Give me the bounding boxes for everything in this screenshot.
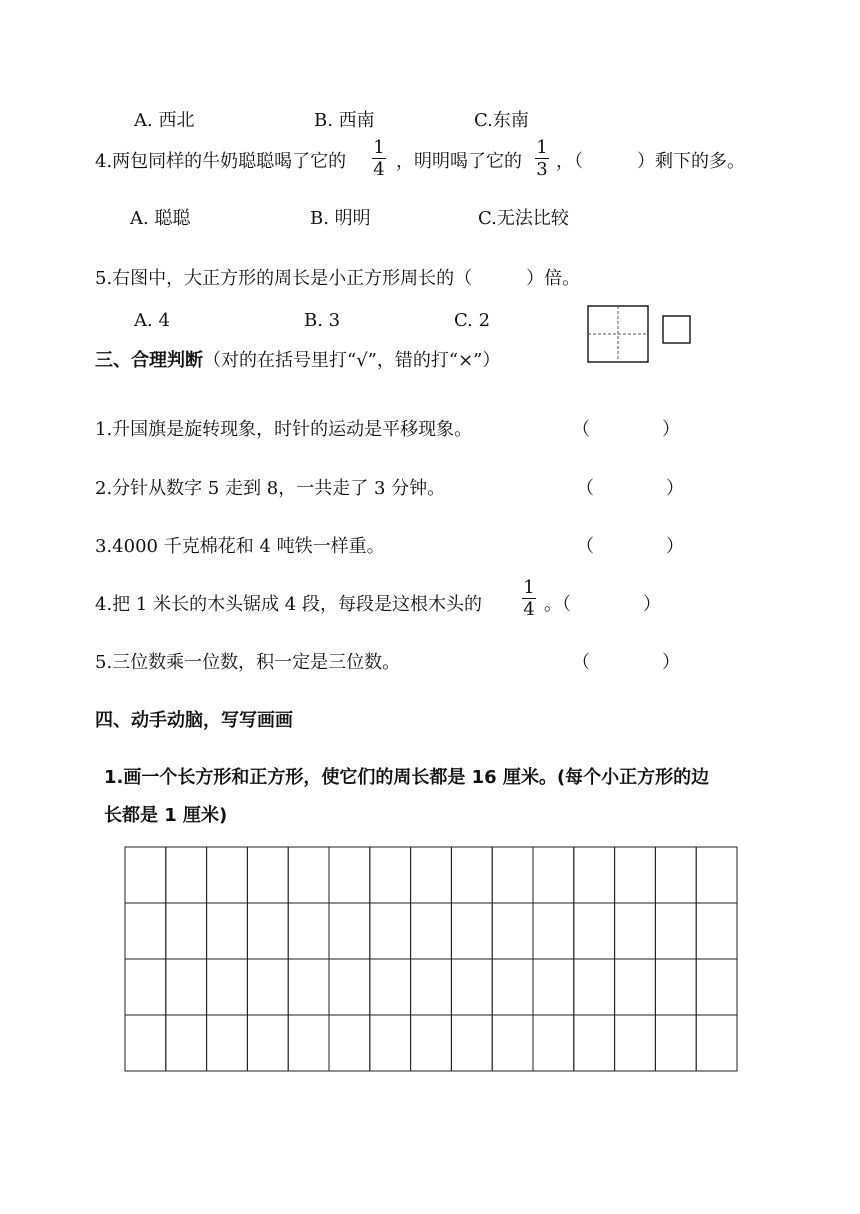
- judge-item-2: 2.分针从数字 5 走到 8，一共走了 3 分钟。: [95, 478, 446, 499]
- grid-cell[interactable]: [696, 959, 737, 1015]
- grid-cell[interactable]: [655, 903, 696, 959]
- grid-cell[interactable]: [492, 959, 533, 1015]
- grid-cell[interactable]: [533, 903, 574, 959]
- grid-cell[interactable]: [125, 847, 166, 903]
- grid-cell[interactable]: [288, 903, 329, 959]
- fraction-denominator: 4: [523, 599, 535, 620]
- grid-cell[interactable]: [166, 903, 207, 959]
- grid-cell[interactable]: [247, 903, 288, 959]
- fraction-numerator: 1: [536, 137, 548, 158]
- judge-item-3: 3.4000 千克棉花和 4 吨铁一样重。: [95, 536, 385, 557]
- grid-cell[interactable]: [329, 1015, 370, 1071]
- grid-cell[interactable]: [411, 847, 452, 903]
- section3-note: （对的在括号里打“√”，错的打“×”）: [203, 350, 501, 371]
- q5-option-a: A. 4: [134, 310, 170, 331]
- grid-cell[interactable]: [492, 847, 533, 903]
- grid-cell[interactable]: [411, 1015, 452, 1071]
- grid-cell[interactable]: [533, 1015, 574, 1071]
- grid-cell[interactable]: [125, 1015, 166, 1071]
- q4-fraction-2: [535, 138, 549, 181]
- grid-cell[interactable]: [166, 847, 207, 903]
- grid-cell[interactable]: [533, 959, 574, 1015]
- grid-cell[interactable]: [696, 903, 737, 959]
- grid-cell[interactable]: [615, 847, 656, 903]
- q3-option-a: A. 西北: [134, 110, 195, 131]
- section4-title: 四、动手动脑，写写画画: [95, 710, 293, 731]
- grid-cell[interactable]: [574, 847, 615, 903]
- q4-fraction-1: [372, 138, 386, 181]
- grid-cell[interactable]: [125, 903, 166, 959]
- judge-item-3-paren: （ ）: [576, 536, 684, 557]
- judge-item-1: 1.升国旗是旋转现象，时针的运动是平移现象。: [95, 419, 473, 440]
- q4-text-suffix: ，（ ）剩下的多。: [556, 151, 745, 172]
- grid-cell[interactable]: [451, 903, 492, 959]
- grid-cell[interactable]: [288, 959, 329, 1015]
- q4-option-b: B. 明明: [310, 208, 371, 229]
- grid-cell[interactable]: [451, 959, 492, 1015]
- grid-cell[interactable]: [329, 847, 370, 903]
- q5-option-b: B. 3: [304, 310, 341, 331]
- q4-text-middle: ，明明喝了它的: [396, 151, 522, 172]
- q5-text: 5.右图中，大正方形的周长是小正方形周长的（ ）倍。: [95, 268, 581, 289]
- grid-cell[interactable]: [329, 903, 370, 959]
- grid-cell[interactable]: [615, 959, 656, 1015]
- grid-cell[interactable]: [207, 1015, 248, 1071]
- small-square: [663, 316, 690, 343]
- judge-item-4: 4.把 1 米长的木头锯成 4 段，每段是这根木头的: [95, 594, 482, 615]
- judge-item-5: 5.三位数乘一位数，积一定是三位数。: [95, 652, 401, 673]
- grid-cell[interactable]: [492, 1015, 533, 1071]
- grid-cell[interactable]: [615, 1015, 656, 1071]
- q5-option-c: C. 2: [454, 310, 491, 331]
- grid-cell[interactable]: [370, 1015, 411, 1071]
- fraction-denominator: 3: [536, 159, 548, 180]
- grid-cell[interactable]: [166, 1015, 207, 1071]
- grid-cell[interactable]: [247, 959, 288, 1015]
- grid-cell[interactable]: [247, 847, 288, 903]
- q4-option-c: C.无法比较: [478, 208, 569, 229]
- grid-cell[interactable]: [574, 903, 615, 959]
- grid-cell[interactable]: [696, 847, 737, 903]
- grid-cell[interactable]: [574, 1015, 615, 1071]
- grid-cell[interactable]: [411, 959, 452, 1015]
- drawing-grid[interactable]: [124, 846, 738, 1072]
- judge-item-2-paren: （ ）: [576, 478, 684, 499]
- squares-figure: [585, 304, 695, 366]
- grid-cell[interactable]: [288, 1015, 329, 1071]
- fraction-numerator: 1: [523, 577, 535, 598]
- fraction-denominator: 4: [373, 159, 385, 180]
- grid-cell[interactable]: [247, 1015, 288, 1071]
- section3-title: 三、合理判断: [95, 350, 203, 371]
- grid-cell[interactable]: [655, 959, 696, 1015]
- q4-option-a: A. 聪聪: [130, 208, 191, 229]
- fraction-numerator: 1: [373, 137, 385, 158]
- grid-cell[interactable]: [207, 847, 248, 903]
- grid-cell[interactable]: [533, 847, 574, 903]
- grid-cell[interactable]: [207, 959, 248, 1015]
- grid-cell[interactable]: [655, 1015, 696, 1071]
- grid-cell[interactable]: [492, 903, 533, 959]
- q4-text-prefix: 4.两包同样的牛奶聪聪喝了它的: [95, 151, 347, 172]
- grid-cell[interactable]: [574, 959, 615, 1015]
- judge-item-4-paren: 。（ ）: [544, 594, 661, 615]
- grid-cell[interactable]: [207, 903, 248, 959]
- grid-cell[interactable]: [370, 847, 411, 903]
- grid-cell[interactable]: [696, 1015, 737, 1071]
- q3-option-b: B. 西南: [314, 110, 375, 131]
- grid-cell[interactable]: [329, 959, 370, 1015]
- section4-q1-line1: 1.画一个长方形和正方形，使它们的周长都是 16 厘米。(每个小正方形的边: [104, 767, 710, 788]
- grid-cell[interactable]: [288, 847, 329, 903]
- grid-cell[interactable]: [615, 903, 656, 959]
- grid-cell[interactable]: [125, 959, 166, 1015]
- judge-item-1-paren: （ ）: [572, 419, 680, 440]
- q3-option-c: C.东南: [474, 110, 529, 131]
- grid-cell[interactable]: [370, 959, 411, 1015]
- section4-q1-line2: 长都是 1 厘米): [104, 805, 228, 826]
- section3-heading: [95, 349, 500, 373]
- judge-item-4-fraction: [522, 578, 536, 621]
- grid-cell[interactable]: [411, 903, 452, 959]
- grid-cell[interactable]: [370, 903, 411, 959]
- grid-cell[interactable]: [451, 1015, 492, 1071]
- grid-cell[interactable]: [655, 847, 696, 903]
- grid-cell[interactable]: [451, 847, 492, 903]
- judge-item-5-paren: （ ）: [572, 652, 680, 673]
- grid-cell[interactable]: [166, 959, 207, 1015]
